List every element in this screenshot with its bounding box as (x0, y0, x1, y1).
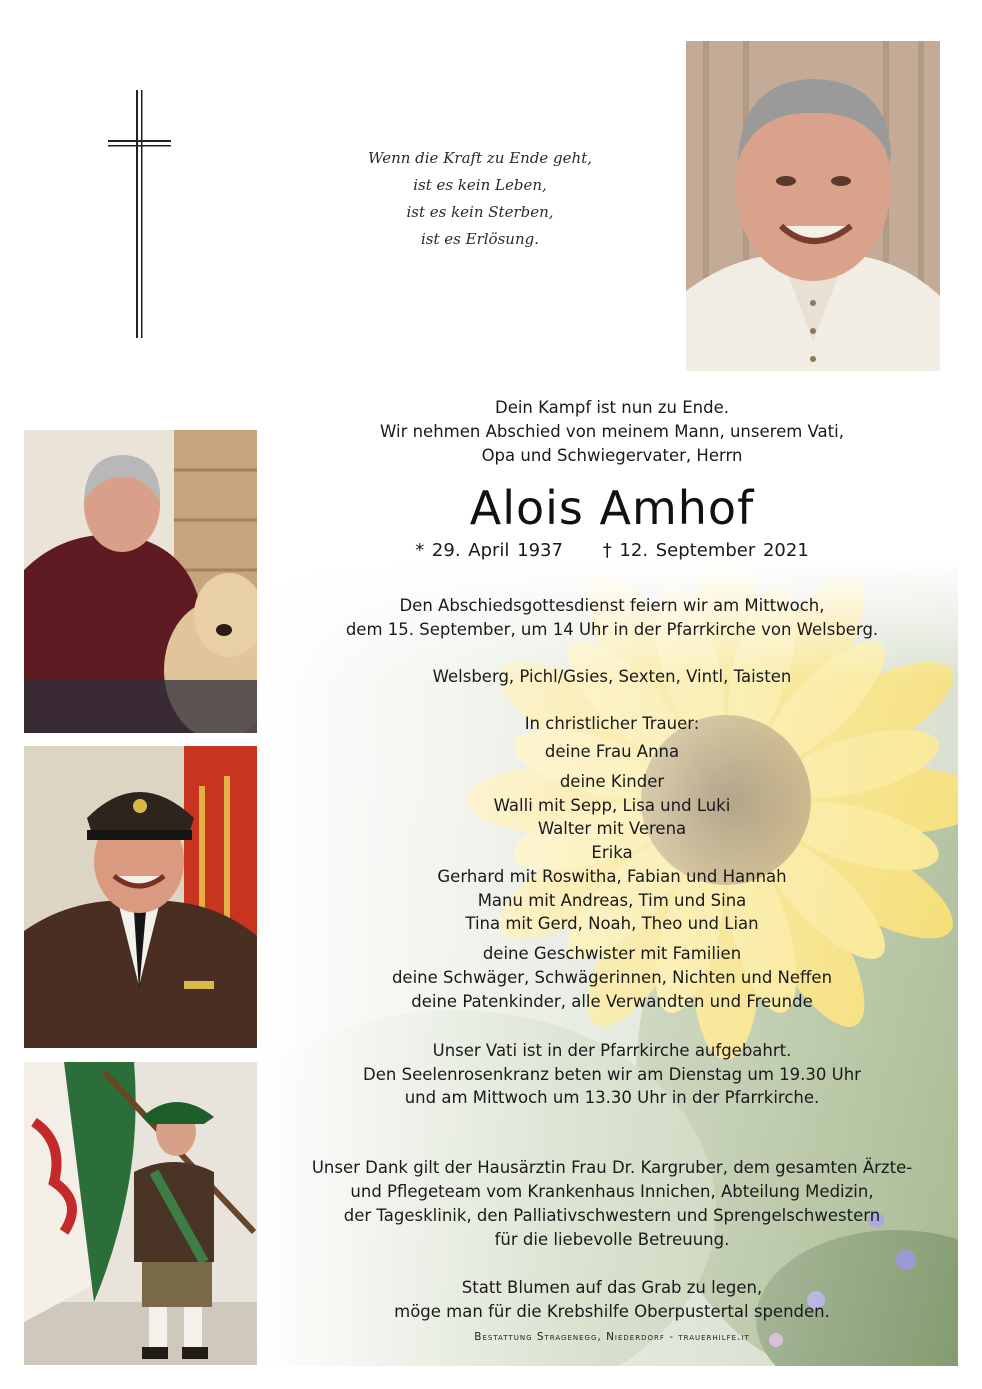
children-heading: deine Kinder (559, 772, 665, 791)
child-family: Gerhard mit Roswitha, Fabian und Hannah (437, 866, 787, 886)
mourner-line: deine Geschwister mit Familien (482, 944, 742, 963)
thanks-line: der Tagesklinik, den Palliativschwestern und Sprengelschwestern (343, 1206, 881, 1225)
donation-text (282, 1276, 942, 1324)
quote-line: Wenn die Kraft zu Ende geht, (368, 149, 592, 167)
child-family: Walter mit Verena (537, 819, 687, 839)
intro-line: Wir nehmen Abschied von meinem Mann, unserem Vati, (380, 422, 844, 441)
child-family: Erika (591, 843, 633, 863)
photo-uniform (24, 746, 257, 1048)
portrait-photo (686, 41, 940, 371)
child-family: Walli mit Sepp, Lisa und Luki (493, 795, 731, 815)
mourners-others (282, 942, 942, 1014)
intro-text (282, 396, 942, 468)
life-dates (282, 540, 942, 561)
places-text: Welsberg, Pichl/Gsies, Sexten, Vintl, Taisten (432, 667, 792, 686)
wake-text (282, 1039, 942, 1110)
thanks-line: Unser Dank gilt der Hausärztin Frau Dr. Kargruber, dem gesamten Ärzte- (311, 1158, 913, 1177)
quote-line: ist es kein Leben, (413, 176, 547, 194)
thanks-line: und Pflegeteam vom Krankenhaus Innichen, Abteilung Medizin, (350, 1182, 874, 1201)
memorial-quote (330, 145, 630, 253)
thanks-line: für die liebevolle Betreuung. (494, 1230, 730, 1249)
wake-line: Den Seelenrosenkranz beten wir am Dienstag um 19.30 Uhr (363, 1064, 861, 1084)
cross-icon (105, 90, 171, 340)
mourner-line: deine Patenkinder, alle Verwandten und Freunde (411, 992, 813, 1011)
donation-line: möge man für die Krebshilfe Oberpustertal spenden. (394, 1302, 830, 1321)
quote-line: ist es kein Sterben, (406, 203, 554, 221)
photo-with-dog (24, 430, 257, 733)
service-line: dem 15. September, um 14 Uhr in der Pfarrkirche von Welsberg. (345, 620, 879, 639)
intro-line: Opa und Schwiegervater, Herrn (481, 446, 743, 465)
birth-date: * 29. April 1937 (415, 540, 563, 561)
thanks-text (282, 1156, 942, 1252)
intro-line: Dein Kampf ist nun zu Ende. (494, 398, 729, 417)
wake-line: Unser Vati ist in der Pfarrkirche aufgebahrt. (432, 1041, 792, 1060)
service-line: Den Abschiedsgottesdienst feiern wir am Mittwoch, (399, 596, 825, 615)
mourners-heading: In christlicher Trauer: (524, 714, 700, 733)
funeral-home-credit: Bestattung Stragenegg, Niederdorf - trauerhilfe.it (474, 1331, 750, 1343)
quote-line: ist es Erlösung. (421, 230, 539, 248)
deceased-name: Alois Amhof (469, 481, 755, 535)
child-family: Manu mit Andreas, Tim und Sina (477, 890, 747, 910)
mourners-wife: deine Frau Anna (544, 742, 680, 761)
death-date: † 12. September 2021 (602, 540, 809, 561)
mourners-children (282, 770, 942, 936)
child-family: Tina mit Gerd, Noah, Theo und Lian (465, 914, 759, 934)
photo-flag-bearer (24, 1062, 257, 1365)
mourner-line: deine Schwäger, Schwägerinnen, Nichten und Neffen (391, 968, 833, 987)
service-text (282, 594, 942, 642)
donation-line: Statt Blumen auf das Grab zu legen, (461, 1278, 763, 1297)
wake-line: und am Mittwoch um 13.30 Uhr in der Pfarrkirche. (404, 1088, 820, 1108)
